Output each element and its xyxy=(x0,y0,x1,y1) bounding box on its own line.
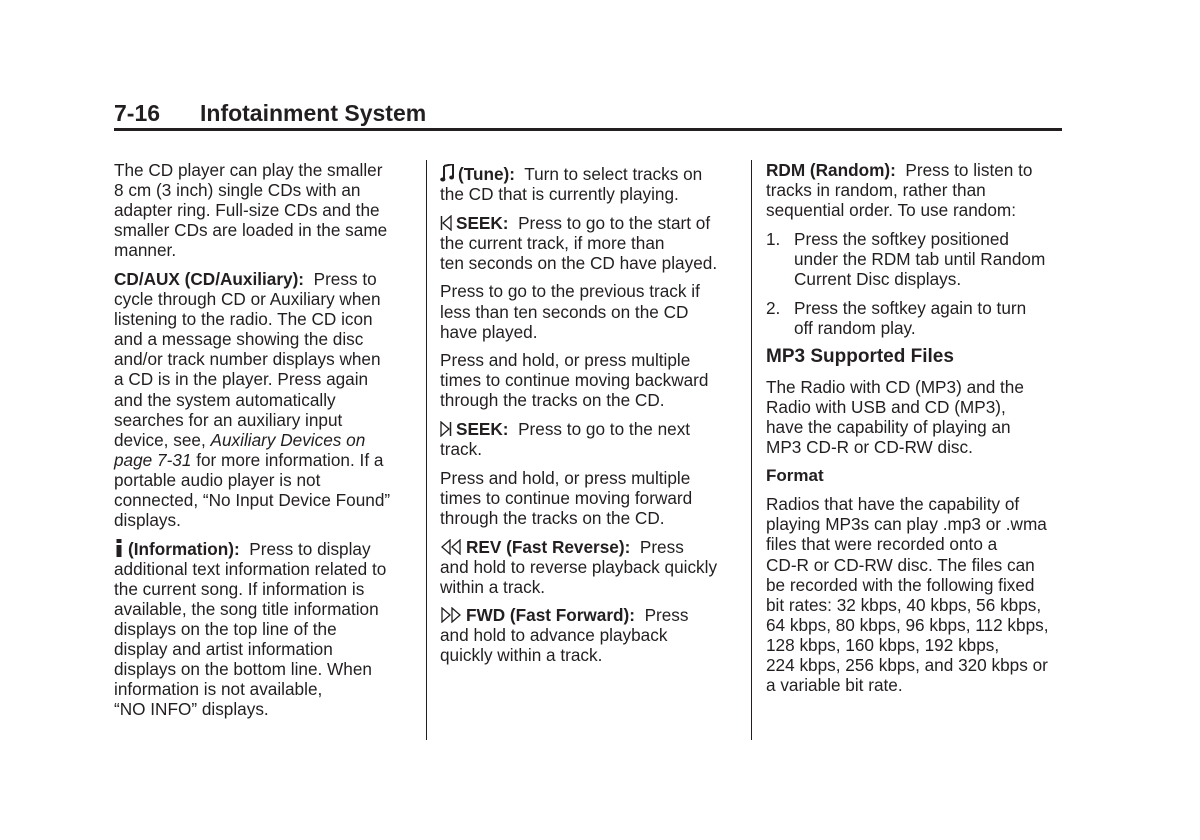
list-item: 2. Press the softkey again to turn off random play. xyxy=(766,297,1027,338)
seek-back-icon xyxy=(440,215,452,231)
format-paragraph: Radios that have the capability of playing MP3s can play .mp3 or .wma files that were recorded onto a CD-R or CD-RW disc. The files can be recorded with the following fixed bit rates: 32 kbps, 40 kbps, 56 kbps, 64 kbps, 80 kbps, 96 kbps, 112 kbps, 128 kbps, 160 kbps, 192 kbps, 224 kbps, 256 kbps, and 320 kbps or a variable bit rate. xyxy=(766,494,1049,696)
info-paragraph: (Information): Press to display additional text information related to the current song. If information is available, the song title information displays on the top line of the display and artist information displays on the bottom line. When information is not available, “NO INFO” displays. xyxy=(114,538,387,720)
info-icon xyxy=(114,539,124,557)
column-1 xyxy=(114,160,414,728)
random-paragraph: RDM (Random): Press to listen to tracks in random, rather than sequential order. To use random: xyxy=(766,160,1033,221)
info-term: (Information): xyxy=(128,538,240,559)
cdaux-term: CD/AUX (CD/Auxiliary): xyxy=(114,268,305,289)
seek-forward-icon xyxy=(440,421,452,437)
format-heading: Format xyxy=(766,465,824,485)
random-steps-list xyxy=(766,229,1066,338)
hold-backward-paragraph: Press and hold, or press multiple times to continue moving backward through the tracks on the CD. xyxy=(440,350,709,411)
cross-reference-page[interactable]: page 7-31 xyxy=(114,449,192,470)
tune-paragraph: (Tune): Turn to select tracks on the CD that is currently playing. xyxy=(440,164,703,205)
list-item: 1. Press the softkey positioned under the RDM tab until Random Current Disc displays. xyxy=(766,228,1046,289)
intro-paragraph: The CD player can play the smaller 8 cm (3 inch) single CDs with an adapter ring. Full-size CDs and the smaller CDs are loaded in the same manner. xyxy=(114,160,388,261)
random-term: RDM (Random): xyxy=(766,160,896,180)
column-3 xyxy=(766,160,1066,704)
fast-reverse-icon xyxy=(440,539,462,555)
previous-track-paragraph: Press to go to the previous track if less than ten seconds on the CD have played. xyxy=(440,281,700,342)
seek-back-term: SEEK: xyxy=(456,212,509,233)
fast-reverse-term: REV (Fast Reverse): xyxy=(466,536,631,557)
fast-forward-paragraph: FWD (Fast Forward): Press and hold to advance playback quickly within a track. xyxy=(440,605,689,666)
mp3-paragraph: The Radio with CD (MP3) and the Radio with USB and CD (MP3), have the capability of playing an MP3 CD-R or CD-RW disc. xyxy=(766,376,1024,458)
seek-forward-paragraph: SEEK: Press to go to the next track. xyxy=(440,419,691,460)
tune-term: (Tune): xyxy=(458,164,515,184)
header-rule xyxy=(114,128,1062,131)
page-number: 7-16 xyxy=(114,100,161,126)
mp3-heading: MP3 Supported Files xyxy=(766,346,954,368)
column-divider xyxy=(751,160,752,740)
fast-forward-icon xyxy=(440,607,462,623)
fast-reverse-paragraph: REV (Fast Reverse): Press and hold to reverse playback quickly within a track. xyxy=(440,536,718,597)
hold-forward-paragraph: Press and hold, or press multiple times to continue moving forward through the tracks on the CD. xyxy=(440,467,693,528)
seek-forward-term: SEEK: xyxy=(456,419,509,440)
column-divider xyxy=(426,160,427,740)
seek-back-paragraph: SEEK: Press to go to the start of the current track, if more than ten seconds on the CD have played. xyxy=(440,212,718,273)
column-2 xyxy=(440,164,740,674)
music-note-icon xyxy=(440,164,454,182)
cross-reference-link[interactable]: Auxiliary Devices on xyxy=(210,429,366,450)
cdaux-paragraph: CD/AUX (CD/Auxiliary): Press to cycle through CD or Auxiliary when listening to the radio. The CD icon and a message showing the disc and/or track number displays when a CD is in the player. Press again and the system automatically searches for an auxiliary input device, see, Auxiliary Devices on page 7-31 for more information. If a portable audio player is not connected, “No Input Device Found” displays. xyxy=(114,268,391,531)
fast-forward-term: FWD (Fast Forward): xyxy=(466,605,635,626)
section-title: Infotainment System xyxy=(200,100,427,126)
